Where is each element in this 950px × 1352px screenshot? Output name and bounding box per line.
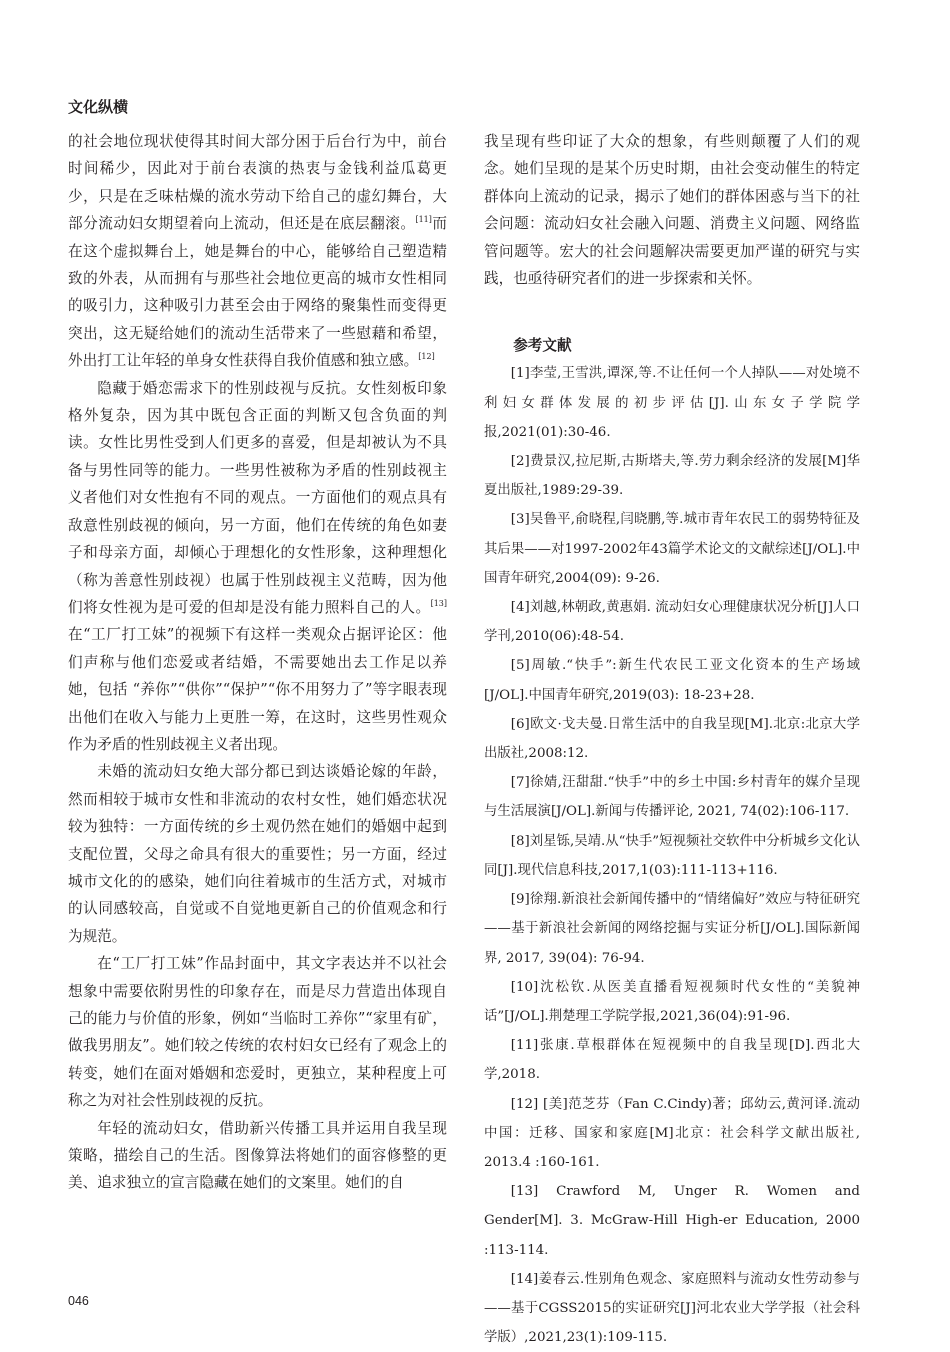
- body-paragraph: [68, 1115, 447, 1197]
- right-column: [484, 128, 860, 1352]
- reference-item: [6]欧文·戈夫曼.日常生活中的自我呈现[M].北京:北京大学出版社,2008:12.: [484, 716, 860, 762]
- section-title: 文化纵横: [68, 98, 129, 116]
- paragraph-text: 在“工厂打工妹”的视频下有这样一类观众占据评论区：他们声称与他们恋爱或者结婚，不需要她出去工作足以养她，包括 “养你”“供你”“保护”“你不用努力了”等字眼表现出他们在收入与能力上更胜一筹，在这时，这些男性观众作为矛盾的性别歧视主义者出现。: [68, 626, 447, 753]
- body-paragraph: [68, 950, 447, 1114]
- paragraph-text: 隐藏于婚恋需求下的性别歧视与反抗。女性刻板印象格外复杂，因为其中既包含正面的判断又包含负面的判读。女性比男性受到人们更多的喜爱，但是却被认为不具备与男性同等的能力。一些男性被称为矛盾的性别歧视主义者他们对女性抱有不同的观点。一方面他们的观点具有敌意性别歧视的倾向，另一方面，他们在传统的角色如妻子和母亲方面，却倾心于理想化的女性形象，这种理想化（称为善意性别歧视）也属于性别歧视主义范畴，因为他们将女性视为是可爱的但却是没有能力照料自己的人。: [68, 379, 447, 616]
- reference-item: [14]姜春云.性别角色观念、家庭照料与流动女性劳动参与——基于CGSS2015的实证研究[J]河北农业大学学报（社会科学版）,2021,23(1):109-115.: [484, 1271, 860, 1346]
- paragraph-text: 而在这个虚拟舞台上，她是舞台的中心，能够给自己塑造精致的外表，从而拥有与那些社会地位更高的城市女性相同的吸引力，这种吸引力甚至会由于网络的聚集性而变得更突出，这无疑给她们的流动生活带来了一些慰藉和希望，外出打工让年轻的单身女性获得自我价值感和独立感。: [68, 215, 447, 370]
- paragraph-text: 年轻的流动妇女，借助新兴传播工具并运用自我呈现策略，描绘自己的生活。图像算法将她们的面容修整的更美、追求独立的宣言隐藏在她们的文案里。她们的自: [68, 1119, 447, 1192]
- citation-marker: [13]: [430, 599, 447, 609]
- reference-item: [2]费景汉,拉尼斯,古斯塔夫,等.劳力剩余经济的发展[M]华夏出版社,1989:29-39.: [484, 454, 860, 499]
- references-title: 参考文献: [513, 337, 572, 355]
- reference-item: [10]沈松钦.从医美直播看短视频时代女性的“美貌神话”[J/OL].荆楚理工学院学报,2021,36(04):91-96.: [484, 979, 860, 1024]
- reference-item: [4]刘越,林朝政,黄惠娟. 流动妇女心理健康状况分析[J]人口学刊,2010(06):48-54.: [484, 600, 860, 645]
- body-paragraph: [68, 128, 447, 375]
- citation-marker: [12]: [418, 352, 435, 362]
- reference-item: [13] Crawford M, Unger R. Women and Gender[M]. 3. McGraw-Hill High-er Education, 2000 :113-114.: [484, 1184, 860, 1258]
- reference-item: [3]吴鲁平,俞晓程,闫晓鹏,等.城市青年农民工的弱势特征及其后果——对1997-2002年43篇学术论文的文献综述[J/OL].中国青年研究,2004(09): 9-26.: [484, 512, 860, 586]
- paragraph-text: 我呈现有些印证了大众的想象，有些则颠覆了人们的观念。她们呈现的是某个历史时期，由社会变动催生的特定群体向上流动的记录，揭示了她们的群体困惑与当下的社会问题：流动妇女社会融入问题、消费主义问题、网络监管问题等。宏大的社会问题解决需要更加严谨的研究与实践，也亟待研究者们的进一步探索和关怀。: [484, 133, 860, 288]
- page-number: 046: [68, 1294, 89, 1308]
- reference-item: [11]张康.草根群体在短视频中的自我呈现[D].西北大学,2018.: [484, 1038, 860, 1083]
- reference-item: [12] [美]范芝芬（Fan C.Cindy)著；邱幼云,黄河译.流动中国：迁移、国家和家庭[M]北京：社会科学文献出版社, 2013.4 :160-161.: [484, 1096, 860, 1170]
- body-paragraph: [484, 128, 860, 292]
- references-list: [484, 359, 860, 1352]
- reference-item: [9]徐翔.新浪社会新闻传播中的“情绪偏好”效应与特征研究——基于新浪社会新闻的网络挖掘与实证分析[J/OL].国际新闻界, 2017, 39(04): 76-94.: [484, 892, 860, 966]
- paragraph-text: 的社会地位现状使得其时间大部分困于后台行为中，前台时间稀少，因此对于前台表演的热衷与金钱利益瓜葛更少，只是在乏味枯燥的流水劳动下给自己的虚幻舞台，大部分流动妇女期望着向上流动，但还是在底层翻滚。: [68, 133, 447, 233]
- reference-item: [7]徐婧,汪甜甜.“快手”中的乡土中国:乡村青年的媒介呈现与生活展演[J/OL].新闻与传播评论, 2021, 74(02):106-117.: [484, 775, 860, 820]
- citation-marker: [11]: [415, 215, 432, 225]
- reference-item: [1]李莹,王雪洪,谭深,等.不让任何一个人掉队——对处境不利妇女群体发展的初步评估[J].山东女子学院学报,2021(01):30-46.: [484, 366, 860, 440]
- reference-item: [8]刘星铄,吴靖.从“快手”短视频社交软件中分析城乡文化认同[J].现代信息科技,2017,1(03):111-113+116.: [484, 833, 860, 878]
- right-column-body: [484, 128, 860, 292]
- reference-item: [5]周敏.“快手”:新生代农民工亚文化资本的生产场域[J/OL].中国青年研究,2019(03): 18-23+28.: [484, 658, 860, 703]
- paragraph-text: 未婚的流动妇女绝大部分都已到达谈婚论嫁的年龄，然而相较于城市女性和非流动的农村女性，她们婚恋状况较为独特：一方面传统的乡土观仍然在她们的婚姻中起到支配位置，父母之命具有很大的重要性；另一方面，经过城市文化的的感染，她们向往着城市的生活方式，对城市的认同感较高，自觉或不自觉地更新自己的价值观念和行为规范。: [68, 763, 447, 945]
- left-column: [68, 128, 447, 1197]
- paragraph-text: 在“工厂打工妹”作品封面中，其文字表达并不以社会想象中需要依附男性的印象存在，而是尽力营造出体现自己的能力与价值的形象，例如“当临时工养你”“家里有矿，做我男朋友”。她们较之传统的农村妇女已经有了观念上的转变，她们在面对婚姻和恋爱时，更独立，某种程度上可称之为对社会性别歧视的反抗。: [68, 955, 447, 1110]
- body-paragraph: [68, 758, 447, 950]
- body-paragraph: [68, 375, 447, 759]
